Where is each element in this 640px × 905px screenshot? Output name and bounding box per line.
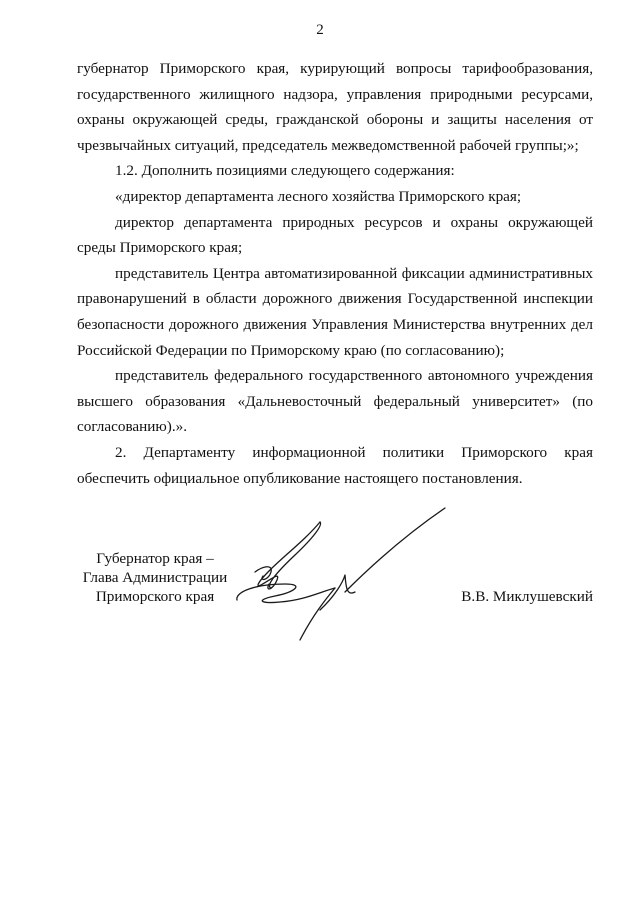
signatory-title-line: Губернатор края – [96,550,214,567]
handwritten-signature-icon [225,500,455,645]
paragraph-traffic-center-representative: представитель Центра автоматизированной фиксации административных правонарушений в области дорожного движения Государственной инспекции безопасности дорожного движения Управления Министерства внутренних дел Российской Федерации по Приморскому краю (по согласованию); [77,264,593,359]
signatory-title-line: Приморского края [95,588,215,605]
signature-stroke [300,588,335,640]
page-number: 2 [316,22,324,38]
paragraph-natural-resources-director: директор департамента природных ресурсов и охраны окружающей среды Приморского края; [77,213,593,257]
signature-stroke [258,522,320,589]
paragraph-forestry-director: «директор департамента лесного хозяйства Приморского края; [115,187,522,205]
signature-stroke [345,508,445,592]
signature-stroke [320,575,355,610]
paragraph-item-2: 2. Департаменту информационной политики Приморского края обеспечить официальное опубликование настоящего постановления. [77,443,593,487]
signer-name: В.В. Миклушевский [461,588,593,605]
signatory-title-line: Глава Администрации [82,569,228,586]
signature-stroke [237,584,335,603]
paragraph-continuation: губернатор Приморского края, курирующий вопросы тарифообразования, государственного жилищного надзора, управления природными ресурсами, охраны окружающей среды, гражданской обороны и защиты населения от чрезвычайных ситуаций, председатель межведомственной рабочей группы;»; [77,60,593,154]
paragraph-item-1-2: 1.2. Дополнить позициями следующего содержания: [115,162,455,180]
document-body [77,56,593,491]
signatory-title [60,549,250,606]
paragraph-university-representative: представитель федерального государственного автономного учреждения высшего образования «Дальневосточный федеральный университет» (по согласованию).». [77,367,593,436]
